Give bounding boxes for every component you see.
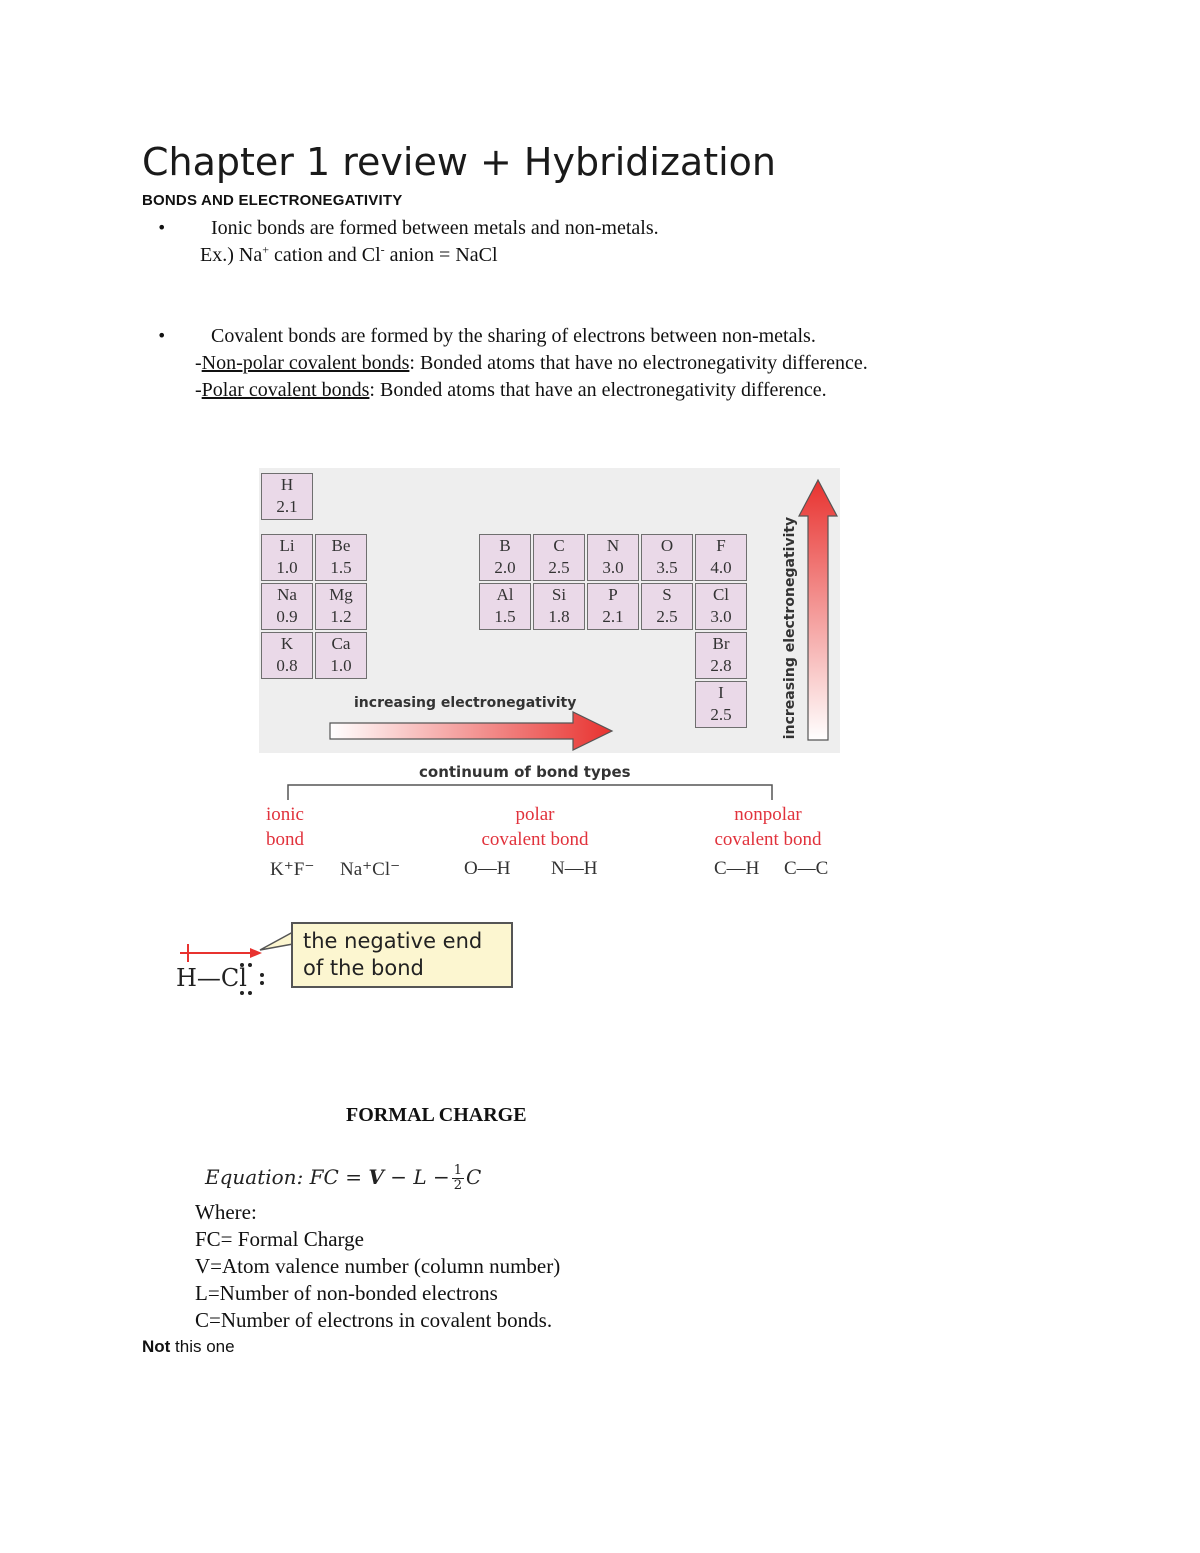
footer-note: Not this one — [142, 1337, 235, 1356]
callout-pointer — [258, 930, 294, 954]
element-cell: Be 1.5 — [315, 534, 367, 581]
element-cell: F 4.0 — [695, 534, 747, 581]
negative-end-callout: the negative end of the bond — [291, 922, 513, 988]
element-cell: H 2.1 — [261, 473, 313, 520]
ionic-example: Ex.) Na+ cation and Cl- anion = NaCl — [200, 242, 498, 266]
element-cell: Li 1.0 — [261, 534, 313, 581]
bullet-icon: • — [157, 326, 167, 345]
vertical-arrow-icon — [797, 476, 841, 744]
element-cell: K 0.8 — [261, 632, 313, 679]
nonpolar-bond-label: nonpolar covalent bond — [714, 804, 822, 850]
hcl-molecule: H—Cl — [176, 964, 247, 992]
element-cell: Mg 1.2 — [315, 583, 367, 630]
element-cell: Si 1.8 — [533, 583, 585, 630]
element-cell: N 3.0 — [587, 534, 639, 581]
bullet-covalent-text: Covalent bonds are formed by the sharing of electrons between non-metals. — [211, 325, 816, 347]
formal-charge-equation: Equation: FC = V − L − $\frac{1}{2}$ C — [205, 1163, 482, 1193]
element-cell: B 2.0 — [479, 534, 531, 581]
element-cell: C 2.5 — [533, 534, 585, 581]
element-cell: I 2.5 — [695, 681, 747, 728]
bond-example: Na⁺Cl⁻ — [340, 859, 401, 880]
bond-example: K⁺F⁻ — [270, 859, 315, 880]
bond-example: N—H — [551, 858, 598, 879]
definition-c: C=Number of electrons in covalent bonds. — [195, 1308, 553, 1332]
ionic-bond-label: ionic bond — [266, 804, 304, 850]
polar-definition: -Polar covalent bonds: Bonded atoms that have an electronegativity difference. — [195, 379, 827, 401]
element-cell: Cl 3.0 — [695, 583, 747, 630]
definition-v: V=Atom valence number (column number) — [195, 1254, 561, 1278]
bond-example: C—C — [784, 858, 829, 879]
element-cell: Ca 1.0 — [315, 632, 367, 679]
horizontal-arrow-icon — [328, 706, 618, 754]
horizontal-arrow-label: increasing electronegativity — [354, 695, 577, 711]
polar-term: Polar covalent bonds — [201, 379, 370, 401]
section-heading-bonds: BONDS AND ELECTRONEGATIVITY — [142, 192, 403, 209]
bond-example: C—H — [714, 858, 760, 879]
continuum-label: continuum of bond types — [419, 763, 631, 781]
nonpolar-definition: -Non-polar covalent bonds: Bonded atoms that have no electronegativity difference. — [195, 352, 868, 374]
element-cell: Al 1.5 — [479, 583, 531, 630]
element-cell: O 3.5 — [641, 534, 693, 581]
bond-example: O—H — [464, 858, 511, 879]
element-cell: Na 0.9 — [261, 583, 313, 630]
where-label: Where: — [195, 1200, 257, 1224]
definition-fc: FC= Formal Charge — [195, 1227, 364, 1251]
nonpolar-term: Non-polar covalent bonds — [201, 352, 410, 374]
element-cell: P 2.1 — [587, 583, 639, 630]
element-cell: Br 2.8 — [695, 632, 747, 679]
continuum-bracket — [286, 782, 776, 802]
polar-bond-label: polar covalent bond — [481, 804, 589, 850]
vertical-arrow-label: increasing electronegativity — [782, 516, 798, 740]
definition-l: L=Number of non-bonded electrons — [195, 1281, 498, 1305]
bullet-icon: • — [157, 218, 167, 237]
element-cell: S 2.5 — [641, 583, 693, 630]
bullet-ionic-text: Ionic bonds are formed between metals and non-metals. — [211, 217, 659, 239]
formal-charge-heading: FORMAL CHARGE — [346, 1104, 527, 1126]
page-title: Chapter 1 review + Hybridization — [142, 140, 776, 184]
